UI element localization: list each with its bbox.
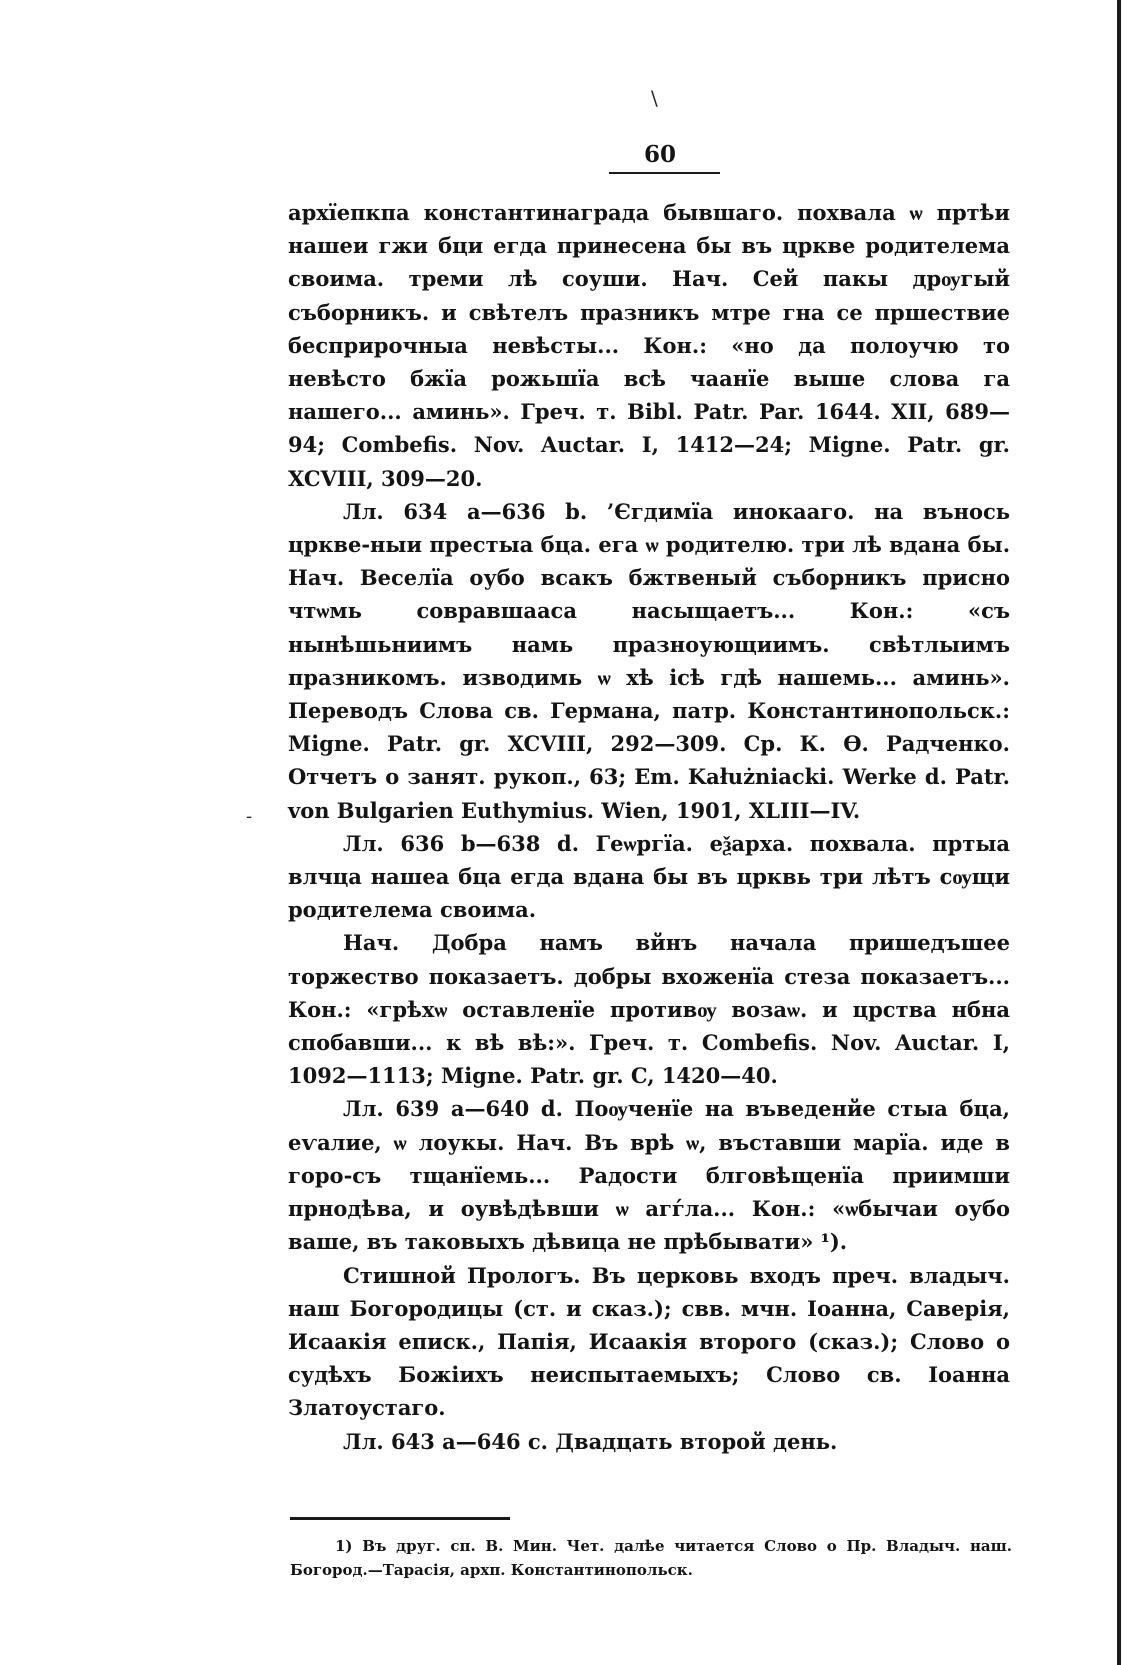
paragraph-7: Лл. 643 a—646 c. Двадцать второй день.: [343, 1428, 838, 1454]
paragraph-5: Лл. 639 a—640 d. Поѹченїе на въведенйе стыа бца, еѵалие, ѡ лоукы. Нач. Въ врѣ ѡ, въставши марїа. иде в горо-съ тщанїемь... Радости блговѣщенїа приимши прнодѣва, и оувѣдѣвши ѡ агѓла... Кон.: «ѡбычаи оубо ваше, въ таковыхъ дѣвица не прѣбывати» ¹).: [288, 1096, 1010, 1255]
main-text: [288, 196, 1010, 1458]
paragraph-1: архїепкпа константинаграда бывшаго. похвала ѡ пртѣи нашеи гжи бци егда принесена бы въ цркве родителема своима. треми лѣ соуши. Нач. Сей пакы дрѹгый съборникъ. и свѣтелъ празникъ мтре гна се пршествие бесприрочныа невѣсты... Кон.: «но да полоучю то невѣсто бжїа рожьшїа всѣ чаанїе выше слова га нашего... аминь». Греч. т. Bibl. Patr. Par. 1644. XII, 689—94; Combefis. Nov. Auctar. I, 1412—24; Migne. Patr. gr. XCVIII, 309—20.: [288, 200, 1010, 491]
footnote-rule: [290, 1517, 510, 1520]
paragraph-6: Стишной Прологъ. Въ церковь входъ преч. владыч. наш Богородицы (ст. и сказ.); свв. мчн. Іоанна, Саверія, Исаакія еписк., Папія, Исаакія второго (сказ.); Слово о судѣхъ Божіихъ неиспытаемыхъ; Слово св. Іоанна Златоустаго.: [288, 1262, 1010, 1421]
header-rule: [609, 172, 720, 174]
margin-mark: -: [246, 806, 253, 827]
footnote: 1) Въ друг. сп. В. Мин. Чет. далѣе читается Слово о Пр. Владыч. наш. Богород.—Тарасія, архп. Константинопольск.: [290, 1537, 1012, 1579]
page-edge-shadow: [1117, 0, 1121, 1665]
paragraph-3: Лл. 636 b—638 d. Геѡргїа. еѯарха. похвала. пртыа влчца нашеа бца егда вдана бы въ црквь три лѣтъ сѹщи родителема своима.: [288, 830, 1010, 923]
paragraph-4: Нач. Добра намъ вйнъ начала пришедъшее торжество показаетъ. добры вхоженїа стеза показаетъ... Кон.: «грѣхѡ оставленїе противѹ возаѡ. и црства нбна спобавши... к вѣ вѣ:». Греч. т. Combefis. Nov. Auctar. I, 1092—1113; Migne. Patr. gr. C, 1420—40.: [288, 930, 1010, 1089]
paragraph-2: Лл. 634 a—636 b. ’Єгдимїа инокааго. на вънось цркве-ныи престыа бца. ега ѡ родителю. три лѣ вдана бы. Нач. Веселїа оубо всакъ бжтвеный съборникъ присно чтѡмь совравшааса насыщаетъ... Кон.: «съ нынѣшьниимъ намь празноующиимъ. свѣтлыимъ празникомъ. изводимь ѡ хѣ ісѣ гдѣ нашемь... аминь». Переводъ Слова св. Германа, патр. Константинопольск.: Migne. Patr. gr. XCVIII, 292—309. Ср. К. Ѳ. Радченко. Отчетъ о занят. рукоп., 63; Em. Kałużniacki. Werke d. Patr. von Bulgarien Euthymius. Wien, 1901, XLIII—IV.: [288, 498, 1010, 823]
page-number: 60: [643, 141, 676, 168]
stray-scan-mark: \: [651, 86, 658, 110]
